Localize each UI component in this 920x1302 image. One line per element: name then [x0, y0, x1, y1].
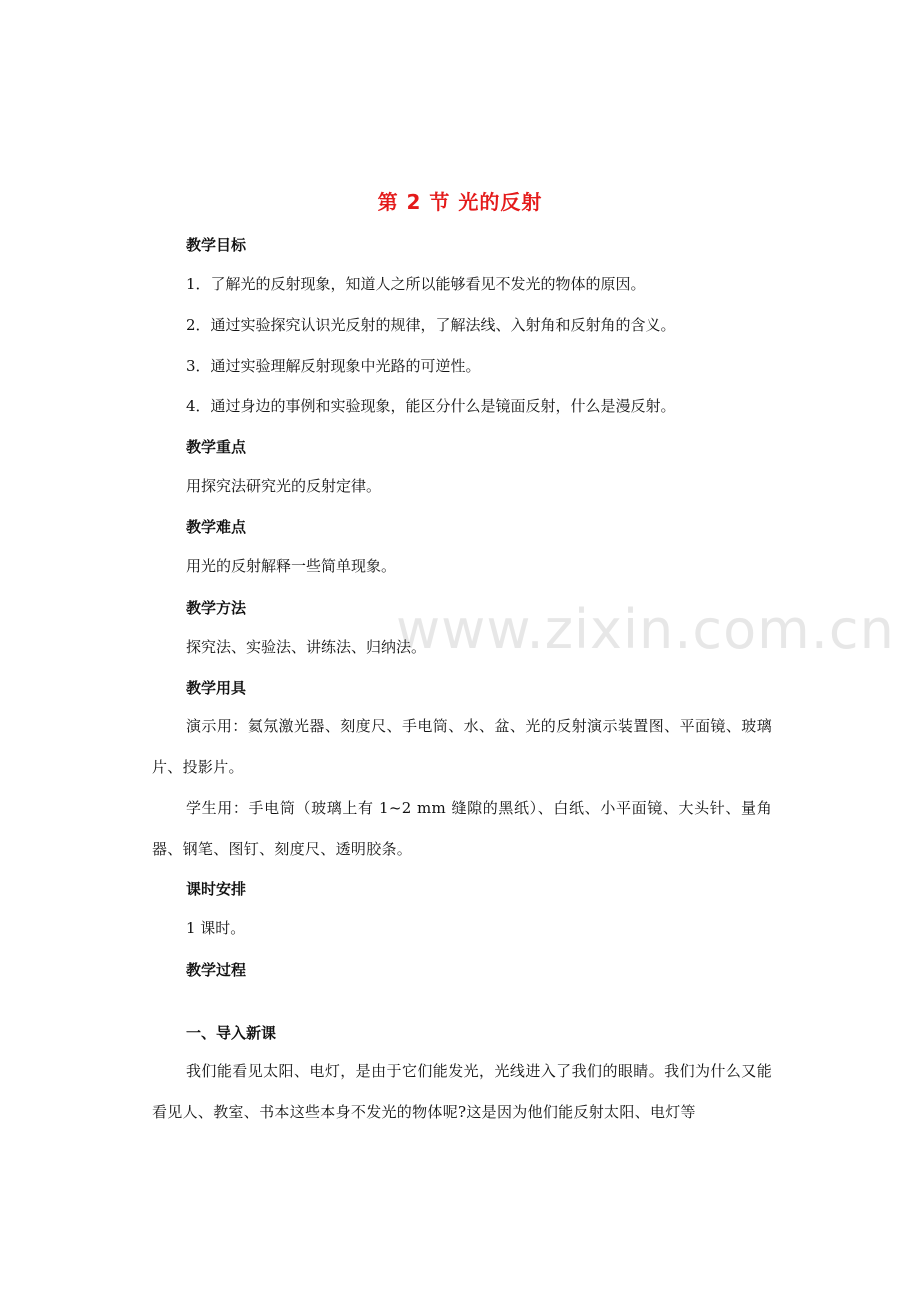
page-title: 第 2 节 光的反射 — [377, 190, 543, 214]
difficulty-heading: 教学难点 — [186, 518, 247, 536]
difficulty-text: 用光的反射解释一些简单现象。 — [186, 557, 397, 575]
key-points-heading: 教学重点 — [186, 438, 247, 456]
tools-student-text: 学生用：手电筒（玻璃上有 1~2 mm 缝隙的黑纸）、白纸、小平面镜、大头针、量角器、钢笔、图钉、刻度尺、透明胶条。 — [152, 799, 772, 858]
methods-text: 探究法、实验法、讲练法、归纳法。 — [186, 638, 427, 656]
tools-demo-text: 演示用：氦氖激光器、刻度尺、手电筒、水、盆、光的反射演示装置图、平面镜、玻璃片、投影片。 — [152, 717, 772, 776]
methods-heading: 教学方法 — [186, 599, 247, 617]
schedule-text: 1 课时。 — [186, 919, 246, 937]
process-heading: 教学过程 — [186, 961, 247, 979]
intro-heading: 一、导入新课 — [186, 1024, 277, 1042]
schedule-heading: 课时安排 — [186, 880, 247, 898]
watermark: www.zixin.com.cn — [396, 598, 895, 661]
objective-item: 2．通过实验探究认识光反射的规律，了解法线、入射角和反射角的含义。 — [186, 316, 676, 334]
objective-item: 1．了解光的反射现象，知道人之所以能够看见不发光的物体的原因。 — [186, 275, 646, 293]
objective-item: 4．通过身边的事例和实验现象，能区分什么是镜面反射，什么是漫反射。 — [186, 397, 676, 415]
intro-text: 我们能看见太阳、电灯，是由于它们能发光，光线进入了我们的眼睛。我们为什么又能看见人、教室、书本这些本身不发光的物体呢?这是因为他们能反射太阳、电灯等 — [152, 1062, 772, 1121]
objective-item: 3．通过实验理解反射现象中光路的可逆性。 — [186, 357, 481, 375]
key-points-text: 用探究法研究光的反射定律。 — [186, 477, 382, 495]
objectives-heading: 教学目标 — [186, 236, 247, 254]
tools-heading: 教学用具 — [186, 679, 247, 697]
